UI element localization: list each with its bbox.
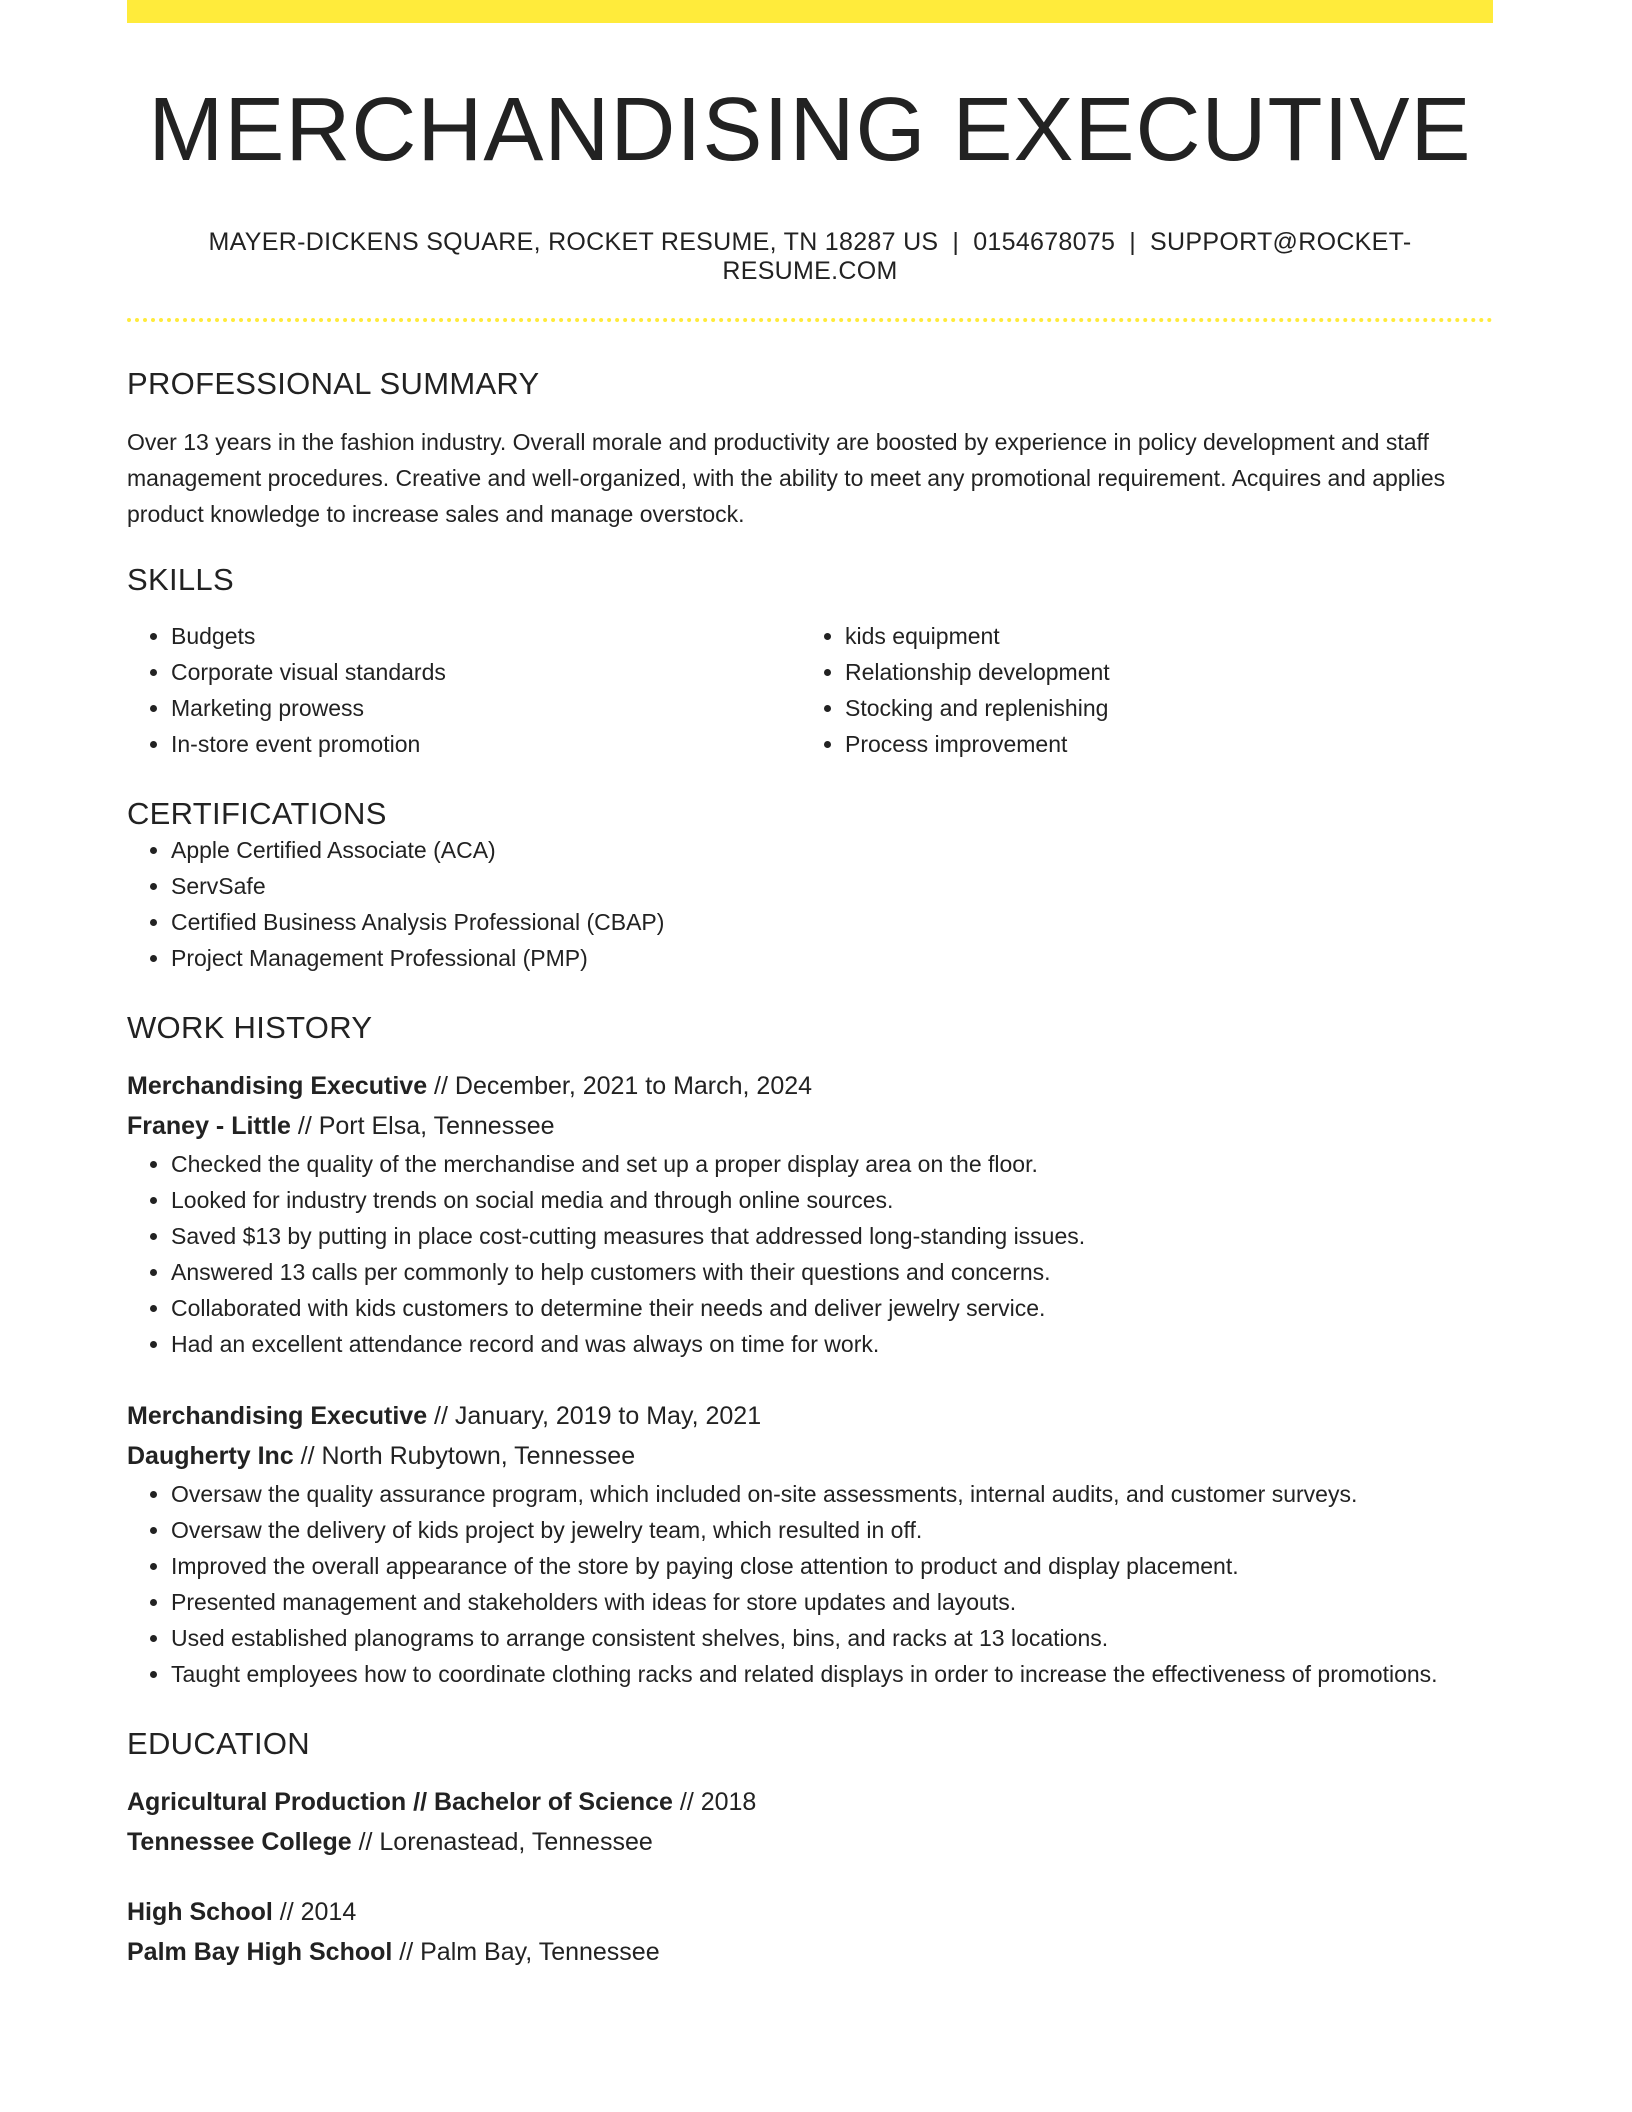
skill-item: • Process improvement xyxy=(845,726,1475,762)
job-title-line xyxy=(127,1396,1493,1436)
contact-separator: | xyxy=(952,228,960,256)
job-duties-list xyxy=(127,1146,1493,1362)
job-company: Franey - Little xyxy=(127,1112,291,1140)
skills-grid xyxy=(127,618,1493,762)
job-title-line xyxy=(127,1066,1493,1106)
certification-item: • Apple Certified Associate (ACA) xyxy=(171,832,1493,868)
job-duty: • Used established planograms to arrange consistent shelves, bins, and racks at 13 locations. xyxy=(171,1620,1493,1656)
job-location: // Port Elsa, Tennessee xyxy=(290,1112,555,1140)
certification-item: • Certified Business Analysis Professional (CBAP) xyxy=(171,904,1493,940)
education-entry xyxy=(127,1892,1493,1972)
education-location: // Palm Bay, Tennessee xyxy=(392,1938,660,1966)
education-heading: EDUCATION xyxy=(127,1726,310,1761)
job-duties-list xyxy=(127,1476,1493,1692)
job-duty: • Oversaw the quality assurance program, which included on-site assessments, internal audits, and customer surveys. xyxy=(171,1476,1493,1512)
summary-text: Over 13 years in the fashion industry. Overall morale and productivity are boosted by experience in policy development and staff management procedures. Creative and well-organized, with the ability to meet any promotional requirement. Acquires and applies product knowledge to increase sales and manage overstock. xyxy=(127,429,1446,527)
skill-item: • Budgets xyxy=(171,618,801,654)
job-duty: • Looked for industry trends on social media and through online sources. xyxy=(171,1182,1493,1218)
contact-separator: | xyxy=(1129,228,1137,256)
skill-item: • In-store event promotion xyxy=(171,726,801,762)
education-year: // 2014 xyxy=(272,1898,357,1926)
job-entry xyxy=(127,1396,1493,1692)
resume-name: MERCHANDISING EXECUTIVE xyxy=(148,80,1472,180)
job-company-line xyxy=(127,1436,1493,1476)
education-entry xyxy=(127,1782,1493,1862)
education-degree-line xyxy=(127,1782,1493,1822)
skills-list-right xyxy=(801,618,1475,762)
work-history-heading: WORK HISTORY xyxy=(127,1010,373,1045)
skill-item: • Relationship development xyxy=(845,654,1475,690)
job-dates: // December, 2021 to March, 2024 xyxy=(427,1072,813,1100)
skill-item: • Corporate visual standards xyxy=(171,654,801,690)
education-year: // 2018 xyxy=(672,1788,757,1816)
job-company: Daugherty Inc xyxy=(127,1442,294,1470)
education-degree: Agricultural Production // Bachelor of Science xyxy=(127,1788,673,1816)
education-school: Tennessee College xyxy=(127,1828,352,1856)
job-duty: • Oversaw the delivery of kids project by jewelry team, which resulted in off. xyxy=(171,1512,1493,1548)
certification-item: • ServSafe xyxy=(171,868,1493,904)
education-school-line xyxy=(127,1822,1493,1862)
job-duty: • Improved the overall appearance of the store by paying close attention to product and display placement. xyxy=(171,1548,1493,1584)
contact-line xyxy=(127,228,1493,286)
skills-heading: SKILLS xyxy=(127,562,234,597)
contact-email: SUPPORT@ROCKET-RESUME.COM xyxy=(722,228,1412,285)
job-title: Merchandising Executive xyxy=(127,1072,428,1100)
skill-item: • Stocking and replenishing xyxy=(845,690,1475,726)
job-entry xyxy=(127,1066,1493,1362)
education-school-line xyxy=(127,1932,1493,1972)
skills-column-left xyxy=(127,618,801,762)
header-divider xyxy=(127,318,1493,322)
skill-item: • Marketing prowess xyxy=(171,690,801,726)
skills-column-right xyxy=(801,618,1475,762)
certifications-list xyxy=(127,832,1493,976)
resume-page xyxy=(127,0,1493,1972)
job-dates: // January, 2019 to May, 2021 xyxy=(427,1402,762,1430)
contact-phone: 0154678075 xyxy=(973,228,1116,256)
job-duty: • Presented management and stakeholders with ideas for store updates and layouts. xyxy=(171,1584,1493,1620)
job-location: // North Rubytown, Tennessee xyxy=(293,1442,636,1470)
certification-item: • Project Management Professional (PMP) xyxy=(171,940,1493,976)
education-degree: High School xyxy=(127,1898,273,1926)
job-duty: • Taught employees how to coordinate clothing racks and related displays in order to increase the effectiveness of promotions. xyxy=(171,1656,1493,1692)
job-duty: • Had an excellent attendance record and was always on time for work. xyxy=(171,1326,1493,1362)
job-duty: • Collaborated with kids customers to determine their needs and deliver jewelry service. xyxy=(171,1290,1493,1326)
top-accent-bar xyxy=(127,0,1493,23)
certifications-heading: CERTIFICATIONS xyxy=(127,796,387,831)
skills-list-left xyxy=(127,618,801,762)
education-school: Palm Bay High School xyxy=(127,1938,393,1966)
job-duty: • Answered 13 calls per commonly to help customers with their questions and concerns. xyxy=(171,1254,1493,1290)
summary-heading: PROFESSIONAL SUMMARY xyxy=(127,366,540,401)
contact-address: MAYER-DICKENS SQUARE, ROCKET RESUME, TN 18287 US xyxy=(208,228,939,256)
education-location: // Lorenastead, Tennessee xyxy=(351,1828,653,1856)
job-title: Merchandising Executive xyxy=(127,1402,428,1430)
job-duty: • Saved $13 by putting in place cost-cutting measures that addressed long-standing issues. xyxy=(171,1218,1493,1254)
job-duty: • Checked the quality of the merchandise and set up a proper display area on the floor. xyxy=(171,1146,1493,1182)
skill-item: • kids equipment xyxy=(845,618,1475,654)
job-company-line xyxy=(127,1106,1493,1146)
education-degree-line xyxy=(127,1892,1493,1932)
